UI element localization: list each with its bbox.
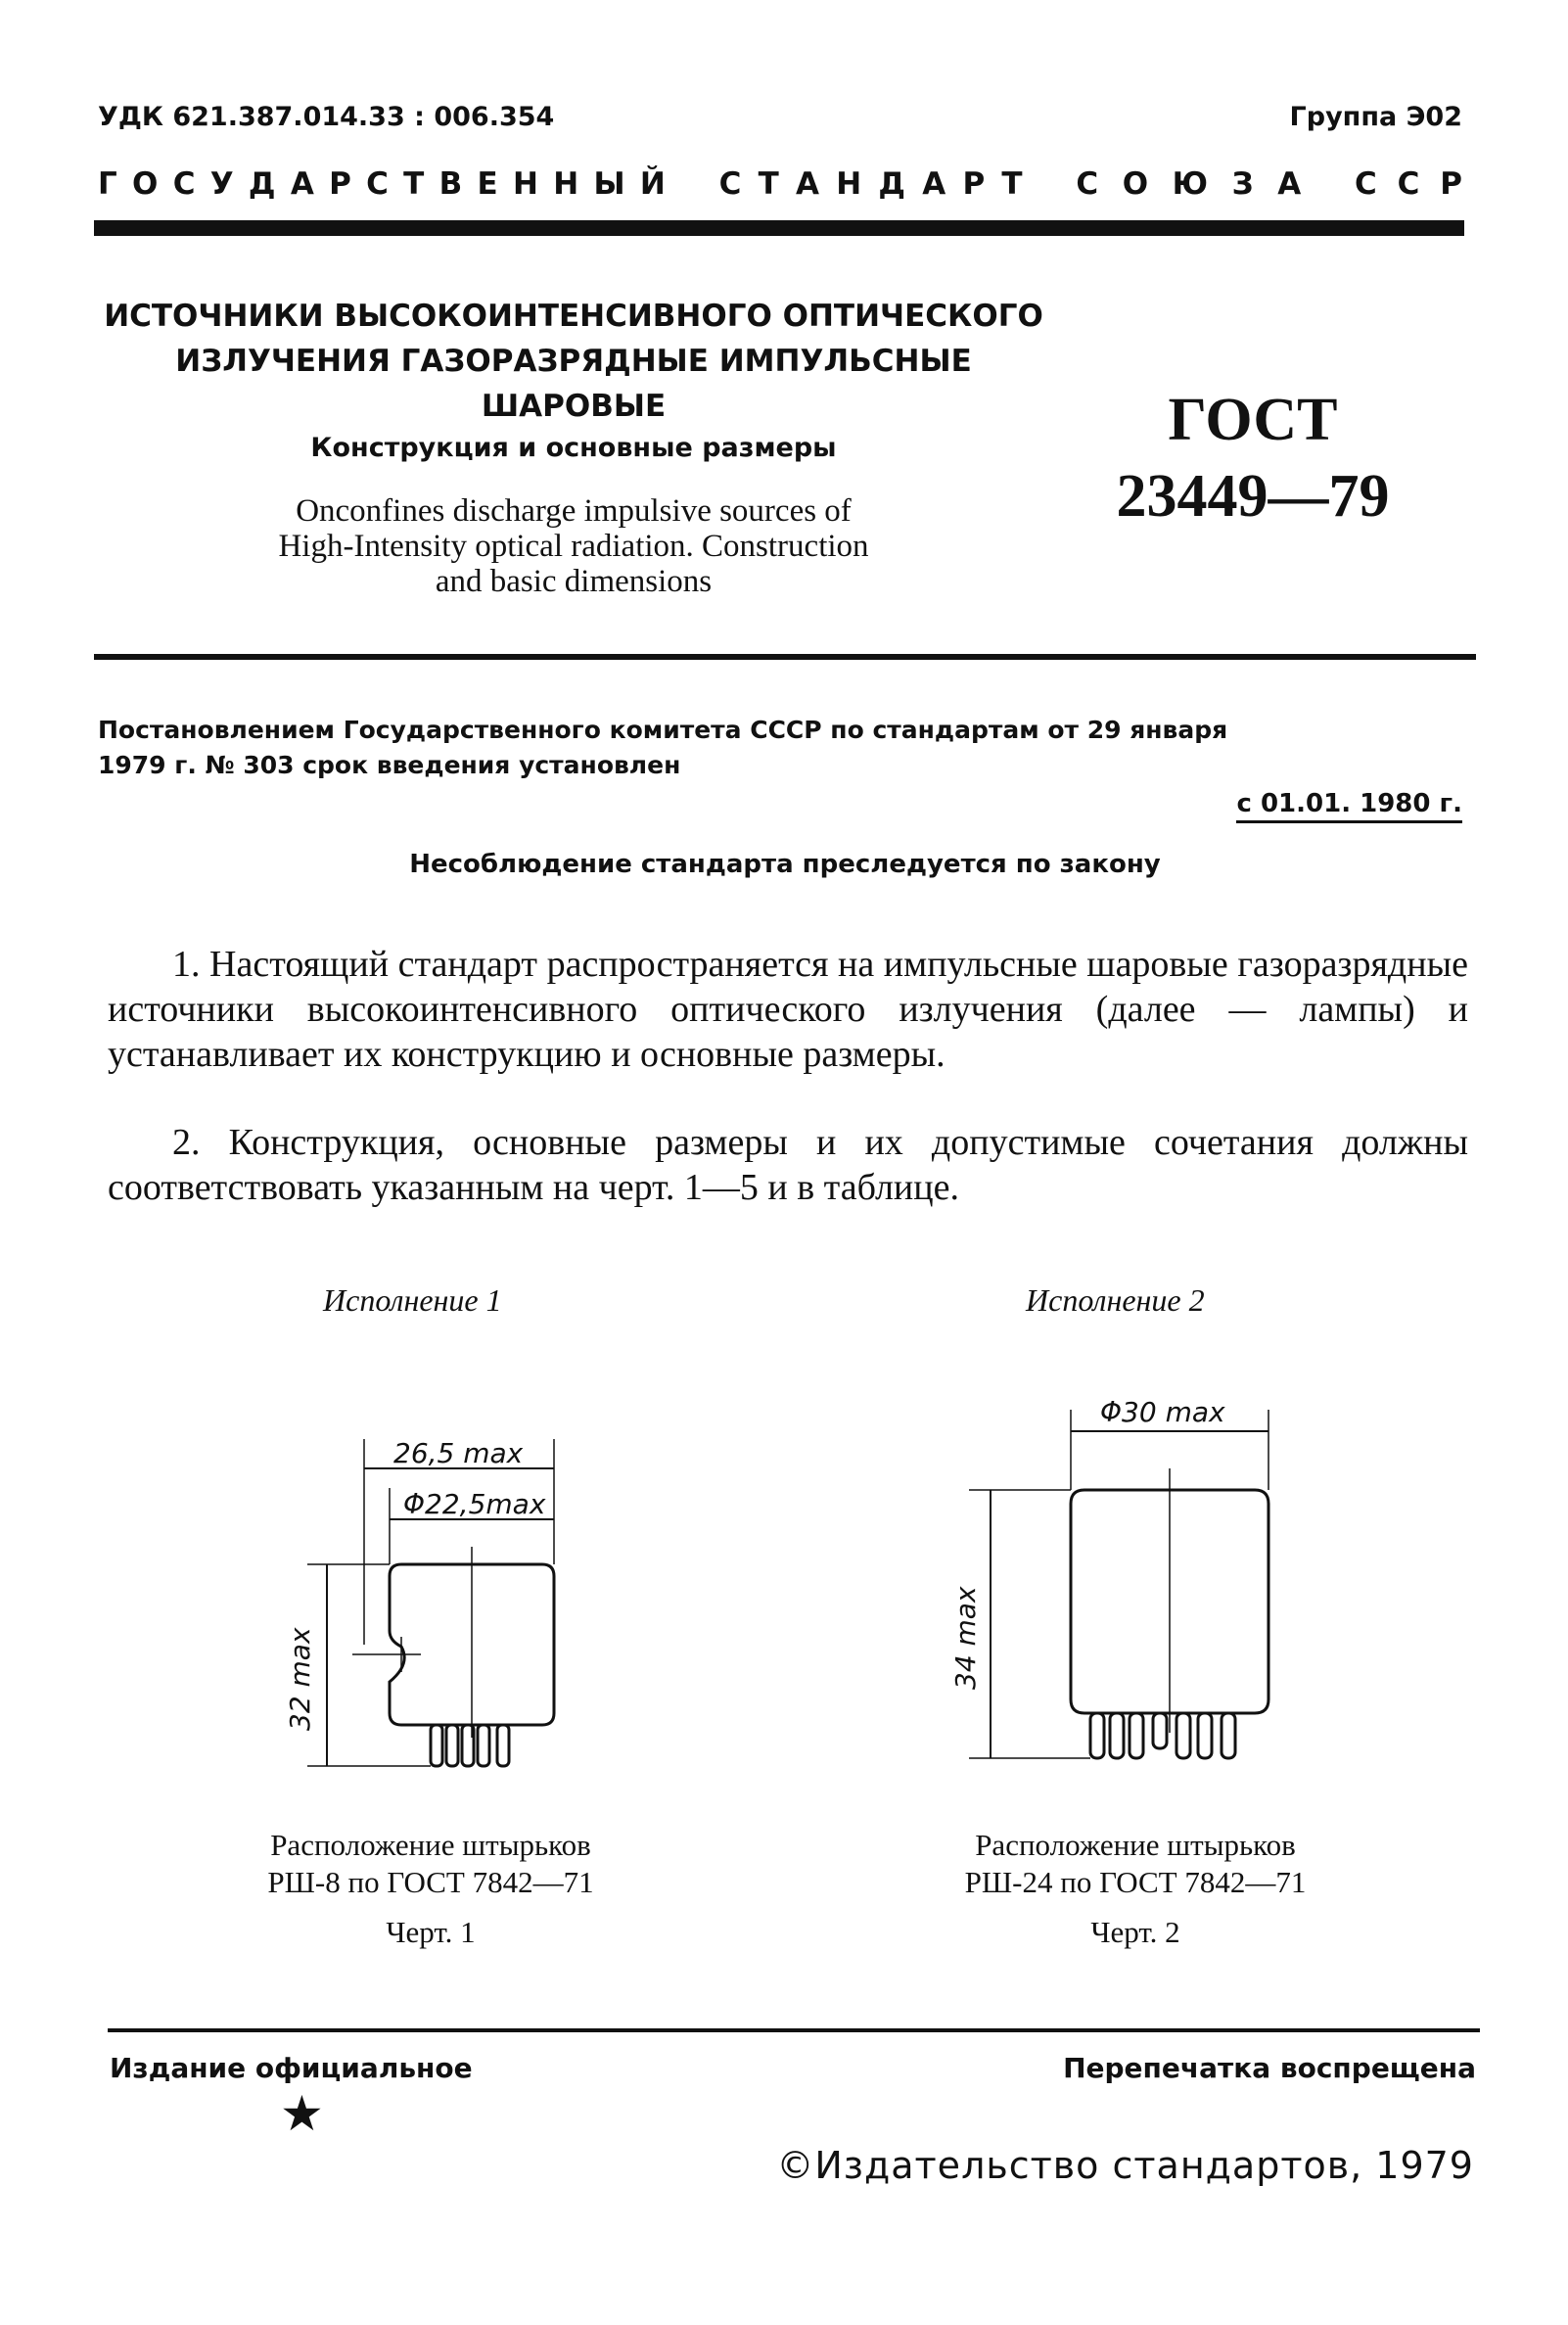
banner-word-state: Г О С У Д А Р С Т В Е Н Н Ы Й bbox=[98, 166, 666, 202]
paragraph-1: 1. Настоящий стандарт распространяется на импульсные шаровые газоразрядные источники высокоинтенсивного оптического излучения (далее — лампы) и устанавливает их конструкцию и основные размеры. bbox=[108, 944, 1468, 1075]
fig1-pin-caption-line-2: РШ-8 по ГОСТ 7842—71 bbox=[267, 1865, 594, 1899]
english-title-line-3: and basic dimensions bbox=[435, 564, 713, 599]
fig2-pin bbox=[1110, 1713, 1124, 1758]
fig1-pin bbox=[478, 1725, 489, 1766]
fig1-pin bbox=[497, 1725, 509, 1766]
figure-1-pin-caption bbox=[196, 1827, 666, 1901]
banner-word-ussr: С С Р bbox=[1354, 166, 1462, 202]
gost-number: 23449—79 bbox=[1116, 463, 1390, 530]
group-code: Группа Э02 bbox=[1289, 102, 1462, 132]
fig2-pin-caption-line-2: РШ-24 по ГОСТ 7842—71 bbox=[964, 1865, 1307, 1899]
banner-word-standard: С Т А Н Д А Р Т bbox=[718, 166, 1023, 202]
title-line-1: ИСТОЧНИКИ ВЫСОКОИНТЕНСИВНОГО ОПТИЧЕСКОГО bbox=[104, 299, 1043, 334]
law-notice: Несоблюдение стандарта преследуется по закону bbox=[409, 850, 1161, 879]
decree-line-2: 1979 г. № 303 срок введения установлен bbox=[98, 751, 681, 779]
official-edition-label: Издание официальное bbox=[110, 2052, 473, 2084]
udk-code: УДК 621.387.014.33 : 006.354 bbox=[98, 102, 555, 132]
gost-label: ГОСТ bbox=[1168, 387, 1338, 453]
fig1-pin bbox=[431, 1725, 442, 1766]
fig2-dim-diameter: Φ30 max bbox=[1100, 1396, 1225, 1428]
reprint-prohibited-label: Перепечатка воспрещена bbox=[1063, 2052, 1476, 2084]
variant-1-label: Исполнение 1 bbox=[323, 1282, 502, 1318]
title-line-3: ШАРОВЫЕ bbox=[481, 389, 667, 424]
paragraph-2: 2. Конструкция, основные размеры и их допустимые сочетания должны соответствовать указанным на черт. 1—5 и в таблице. bbox=[108, 1122, 1468, 1208]
effective-date: с 01.01. 1980 г. bbox=[1236, 789, 1462, 823]
fig1-pin bbox=[446, 1725, 458, 1766]
fig1-pin-caption-line-1: Расположение штырьков bbox=[270, 1828, 591, 1862]
fig1-dim-height: 32 max bbox=[284, 1627, 316, 1731]
fig2-pin-caption-line-1: Расположение штырьков bbox=[975, 1828, 1296, 1862]
fig2-pin bbox=[1090, 1713, 1104, 1758]
fig2-pin bbox=[1130, 1713, 1143, 1758]
star-icon: ★ bbox=[280, 2085, 324, 2142]
english-title-line-2: High-Intensity optical radiation. Construction bbox=[278, 529, 869, 564]
fig2-pin bbox=[1198, 1713, 1212, 1758]
banner-word-union: С О Ю З А bbox=[1076, 166, 1302, 202]
figure-2-number: Черт. 2 bbox=[1090, 1915, 1180, 1949]
fig1-dim-width: 26,5 max bbox=[393, 1437, 524, 1469]
footer-rule bbox=[108, 2028, 1480, 2032]
english-title-line-1: Onconfines discharge impulsive sources of bbox=[296, 493, 852, 529]
fig2-pin bbox=[1176, 1713, 1190, 1758]
fig1-dim-diameter: Φ22,5max bbox=[403, 1488, 546, 1520]
fig2-pin bbox=[1153, 1713, 1167, 1748]
figure-1-number: Черт. 1 bbox=[386, 1915, 476, 1949]
document-subtitle: Конструкция и основные размеры bbox=[310, 433, 837, 463]
fig2-pin bbox=[1222, 1713, 1235, 1758]
variant-2-label: Исполнение 2 bbox=[1026, 1282, 1205, 1318]
title-line-2: ИЗЛУЧЕНИЯ ГАЗОРАЗРЯДНЫЕ ИМПУЛЬСНЫЕ bbox=[175, 344, 972, 379]
fig2-dim-height: 34 max bbox=[949, 1586, 982, 1690]
figure-2-pin-caption bbox=[900, 1827, 1370, 1901]
decree-line-1: Постановлением Государственного комитета СССР по стандартам от 29 января bbox=[98, 716, 1228, 744]
copyright-notice: ©Издательство стандартов, 1979 bbox=[776, 2144, 1474, 2187]
figure-2-drawing bbox=[969, 1410, 1268, 1758]
